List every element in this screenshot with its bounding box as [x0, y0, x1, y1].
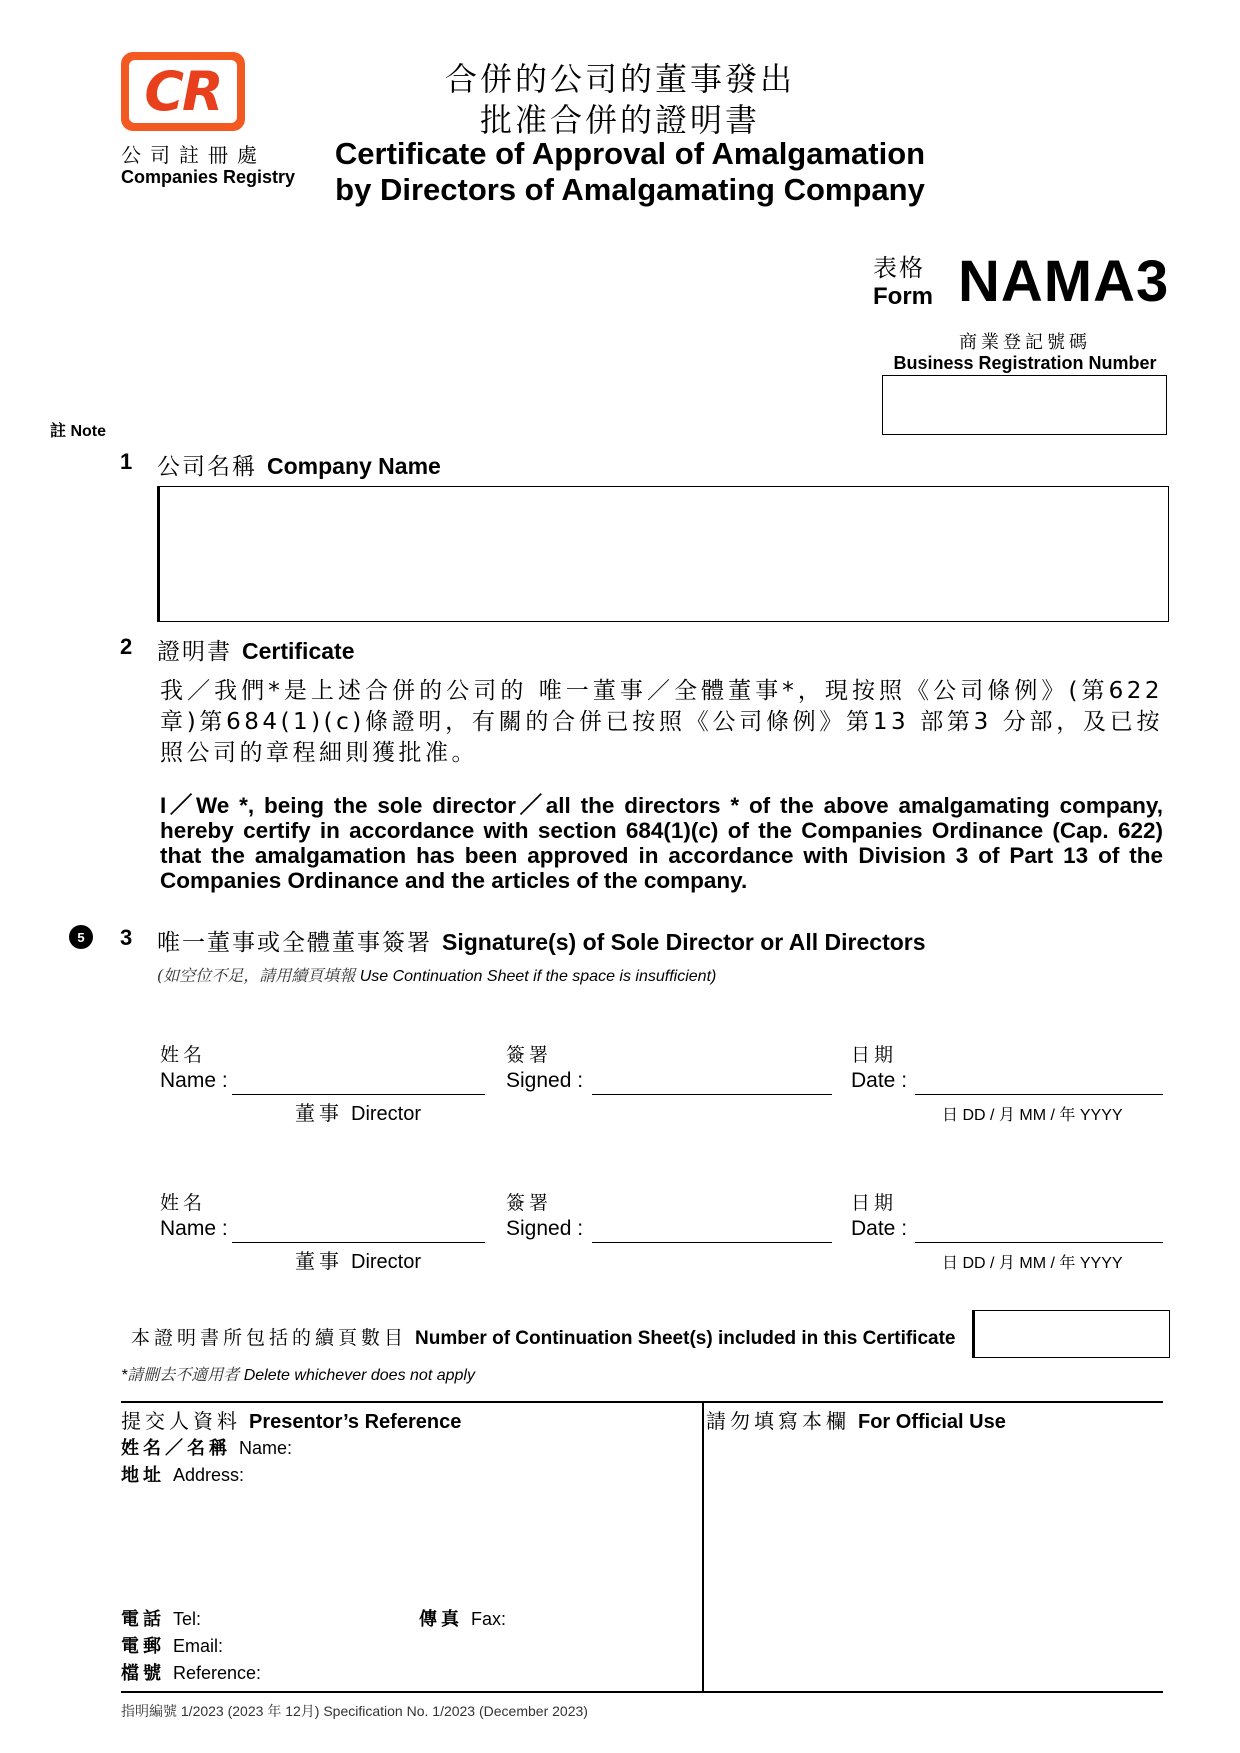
delete-whichever-note [121, 1362, 475, 1385]
delete-note-cn: 請刪去不適用者 [127, 1365, 240, 1384]
signatory-2-date-field[interactable] [915, 1242, 1163, 1243]
date-format-month: MM / [1019, 1255, 1055, 1272]
presenter-fax-label-cn: 傳真 [419, 1609, 463, 1630]
footer-year-cn: 年 [267, 1704, 282, 1720]
date-format-day: DD / [962, 1107, 995, 1124]
footer-spec-text-3: ) Specification No. 1/2023 (December 2023) [314, 1703, 588, 1719]
footer-spec-text-1: 1/2023 (2023 [180, 1703, 264, 1719]
signatory-1-signature-field[interactable] [592, 1094, 832, 1095]
signatory-2-role-en: Director [351, 1251, 422, 1273]
signatory-1-role-en: Director [351, 1103, 422, 1125]
signatory-1-date-field[interactable] [915, 1094, 1163, 1095]
footer-month-cn: 月 [300, 1704, 315, 1720]
presenter-name-field[interactable] [121, 1434, 292, 1460]
signatory-1-date-label-cn: 日期 [851, 1044, 898, 1066]
asterisk: * [121, 1367, 128, 1384]
section-2-number: 2 [120, 634, 133, 659]
date-format-year-cn: 年 [1059, 1105, 1076, 1124]
date-format-year-cn: 年 [1059, 1253, 1076, 1272]
presenter-name-label-en: Name: [239, 1438, 293, 1458]
presenter-email-label-cn: 電郵 [121, 1636, 165, 1657]
section-2-title [157, 633, 354, 666]
company-name-input-box[interactable] [157, 486, 1169, 622]
form-title-cn-line1: 合併的公司的董事發出 [444, 60, 795, 98]
presenter-name-label-cn: 姓名／名稱 [121, 1438, 231, 1459]
presenter-address-field[interactable] [121, 1461, 244, 1487]
signatory-2-date-label-en: Date : [851, 1217, 908, 1240]
signatory-2-signature-field[interactable] [592, 1242, 832, 1243]
presenter-email-label-en: Email: [173, 1636, 224, 1656]
continuation-note-cn: (如空位不足，請用續頁填報 [157, 966, 356, 985]
brn-input-box[interactable] [882, 375, 1167, 435]
presenter-reference-label-cn: 檔號 [121, 1663, 165, 1684]
signatory-1-role-cn: 董事 [295, 1101, 343, 1125]
signatory-2-role-cn: 董事 [295, 1249, 343, 1273]
presenter-reference-label-en: Reference: [173, 1663, 262, 1683]
section-2-title-cn: 證明書 [157, 639, 232, 665]
presenter-fax-label-en: Fax: [471, 1609, 507, 1629]
specification-footer [121, 1701, 588, 1721]
logo-text: CR [144, 59, 222, 123]
brn-label-cn: 商業登記號碼 [959, 332, 1091, 353]
signatory-2-name-field[interactable] [232, 1242, 485, 1243]
presenter-reference-title [121, 1405, 461, 1434]
section-2-title-en: Certificate [242, 638, 355, 664]
note-5-marker: 5 [69, 925, 93, 949]
continuation-count-input-box[interactable] [972, 1310, 1170, 1358]
presenter-email-field[interactable] [121, 1632, 223, 1658]
form-title-en-line1: Certificate of Approval of Amalgamation [334, 136, 926, 171]
presenter-reference-field[interactable] [121, 1659, 261, 1685]
form-label-cn: 表格 [873, 254, 925, 282]
bottom-section-divider [702, 1401, 704, 1692]
signatory-2-signed-label-cn: 簽署 [506, 1192, 553, 1214]
signatory-2-date-label-cn: 日期 [851, 1192, 898, 1214]
signatory-1-name-field[interactable] [232, 1094, 485, 1095]
signatory-2-signed-label-en: Signed : [506, 1217, 584, 1240]
bottom-section-top-rule [121, 1401, 1163, 1403]
form-code: NAMA3 [958, 249, 1170, 314]
date-format-day-cn: 日 [942, 1105, 959, 1124]
form-title-cn-line2: 批准合併的證明書 [479, 101, 760, 139]
registry-name-cn: 公司註冊處 [121, 143, 266, 167]
continuation-sheet-note [157, 963, 716, 986]
signatory-2-name-label-en: Name : [160, 1217, 228, 1240]
footer-spec-text-2: 12 [285, 1703, 301, 1719]
section-3-title [157, 924, 926, 957]
date-format-year: YYYY [1079, 1255, 1123, 1272]
signatory-1-date-label-en: Date : [851, 1069, 908, 1092]
continuation-count-label-cn: 本證明書所包括的續頁數目 [131, 1327, 408, 1349]
footer-spec-label-cn: 指明編號 [121, 1704, 177, 1720]
presenter-tel-label-en: Tel: [173, 1609, 202, 1629]
form-label-en: Form [873, 283, 933, 310]
certificate-body-en: I／We *, being the sole director／all the directors * of the above amalgamating company, hereby certify in accordance with section 684(1)(c) of the Companies Ordinance (Cap. 622) that the amalgamation has been approved in accordance with Division 3 of Part 13 of the Companies Ordinance and the articles of the company. [160, 793, 1163, 893]
date-format-month-cn: 月 [998, 1105, 1015, 1124]
signatory-2-role [295, 1245, 421, 1274]
companies-registry-logo [121, 52, 245, 131]
presenter-tel-field[interactable] [121, 1605, 201, 1631]
signatory-1-signed-label-cn: 簽署 [506, 1044, 553, 1066]
delete-note-en: Delete whichever does not apply [243, 1367, 475, 1384]
date-format-month-cn: 月 [998, 1253, 1015, 1272]
presenter-address-label-en: Address: [173, 1465, 245, 1485]
section-1-title [157, 448, 441, 481]
continuation-count-label [131, 1323, 956, 1350]
signatory-1-signed-label-en: Signed : [506, 1069, 584, 1092]
official-use-title-cn: 請勿填寫本欄 [706, 1409, 850, 1433]
presenter-address-label-cn: 地址 [121, 1465, 165, 1486]
signatory-1-role [295, 1097, 421, 1126]
section-1-number: 1 [120, 449, 133, 474]
continuation-count-label-en: Number of Continuation Sheet(s) included in this Certificate [415, 1328, 956, 1349]
note-column-label: 註 Note [50, 423, 107, 440]
signatory-1-name-label-en: Name : [160, 1069, 228, 1092]
date-format-year: YYYY [1079, 1107, 1123, 1124]
continuation-note-en: Use Continuation Sheet if the space is insufficient) [359, 968, 717, 985]
presenter-fax-field[interactable] [419, 1605, 506, 1631]
bottom-section-bottom-rule [121, 1691, 1163, 1693]
date-format-month: MM / [1019, 1107, 1055, 1124]
section-1-title-cn: 公司名稱 [157, 454, 257, 480]
brn-label-en: Business Registration Number [893, 353, 1157, 373]
signatory-1-date-format [942, 1102, 1123, 1125]
signatory-2-date-format [942, 1250, 1123, 1273]
section-3-title-cn: 唯一董事或全體董事簽署 [157, 930, 432, 956]
certificate-body-cn: 我／我們*是上述合併的公司的 唯一董事／全體董事*，現按照《公司條例》(第622章)第684(1)(c)條證明，有關的合併已按照《公司條例》第13 部第3 分部，及已按照公司的章程細則獲批准。 [160, 678, 1163, 766]
date-format-day-cn: 日 [942, 1253, 959, 1272]
section-3-number: 3 [120, 925, 133, 950]
presenter-title-en: Presentor’s Reference [249, 1411, 462, 1433]
official-use-title [706, 1405, 1006, 1434]
date-format-day: DD / [962, 1255, 995, 1272]
form-title-en-line2: by Directors of Amalgamating Company [335, 172, 925, 207]
registry-name-en: Companies Registry [121, 167, 296, 187]
presenter-title-cn: 提交人資料 [121, 1409, 241, 1433]
signatory-1-name-label-cn: 姓名 [160, 1044, 207, 1066]
official-use-title-en: For Official Use [858, 1411, 1006, 1433]
signatory-2-name-label-cn: 姓名 [160, 1192, 207, 1214]
section-3-title-en: Signature(s) of Sole Director or All Directors [442, 929, 926, 955]
presenter-tel-label-cn: 電話 [121, 1609, 165, 1630]
section-1-title-en: Company Name [267, 453, 441, 479]
